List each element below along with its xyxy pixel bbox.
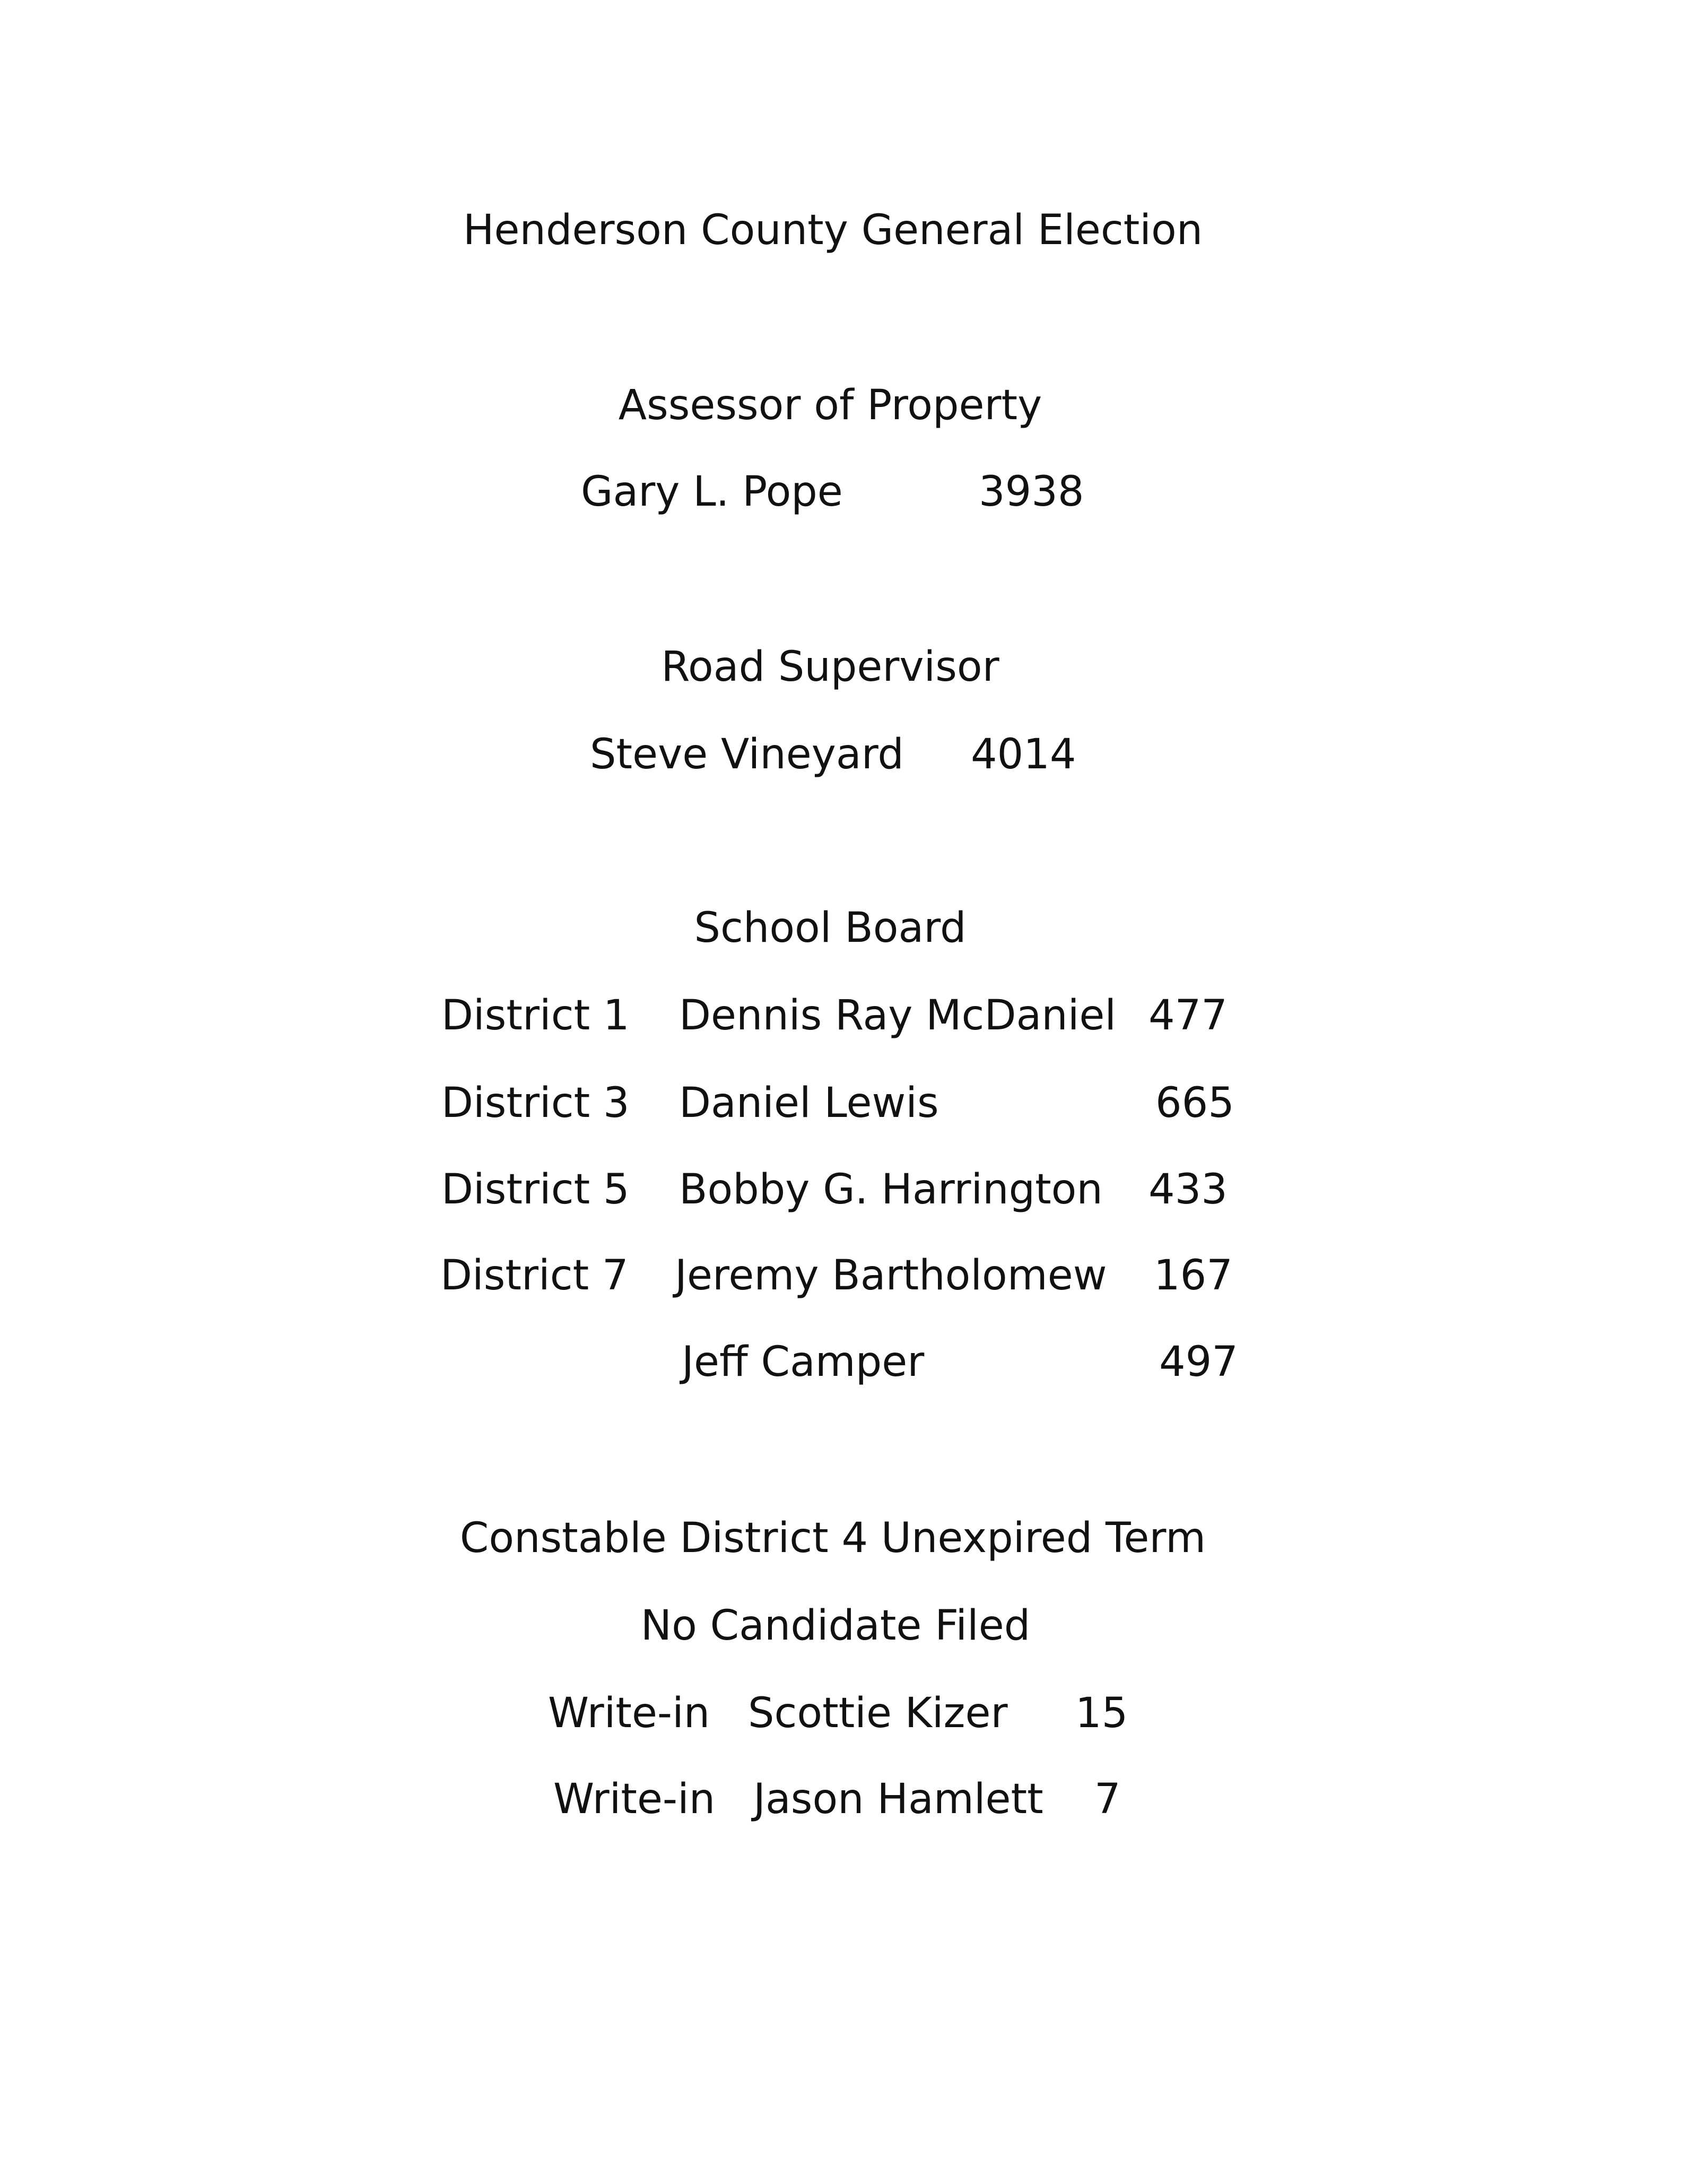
candidate-name: Jason Hamlett [753, 1775, 1043, 1823]
write-in-label: Write-in [548, 1689, 710, 1737]
write-in-label: Write-in [553, 1775, 716, 1823]
section-heading-road-supervisor: Road Supervisor [661, 643, 999, 691]
district-label: District 5 [441, 1166, 630, 1214]
vote-count: 433 [1148, 1166, 1228, 1214]
candidate-name: Dennis Ray McDaniel [679, 992, 1117, 1039]
candidate-name: Jeff Camper [682, 1338, 925, 1386]
candidate-name: Scottie Kizer [748, 1689, 1008, 1737]
no-candidate-note: No Candidate Filed [640, 1602, 1031, 1650]
vote-count: 477 [1148, 992, 1228, 1039]
vote-count: 3938 [979, 468, 1084, 516]
section-heading-constable: Constable District 4 Unexpired Term [459, 1514, 1206, 1562]
section-heading-assessor: Assessor of Property [618, 382, 1042, 429]
candidate-name: Gary L. Pope [581, 468, 843, 516]
candidate-name: Daniel Lewis [679, 1079, 939, 1127]
candidate-name: Jeremy Bartholomew [675, 1252, 1107, 1299]
section-heading-school-board: School Board [694, 904, 967, 952]
candidate-name: Bobby G. Harrington [679, 1166, 1103, 1214]
vote-count: 4014 [971, 731, 1076, 778]
vote-count: 7 [1094, 1775, 1121, 1823]
district-label: District 1 [441, 992, 630, 1039]
document-title: Henderson County General Election [463, 206, 1203, 254]
vote-count: 15 [1075, 1689, 1128, 1737]
vote-count: 167 [1154, 1252, 1233, 1299]
vote-count: 497 [1159, 1338, 1238, 1386]
candidate-name: Steve Vineyard [590, 731, 904, 778]
district-label: District 3 [441, 1079, 630, 1127]
vote-count: 665 [1155, 1079, 1234, 1127]
district-label: District 7 [440, 1252, 629, 1299]
